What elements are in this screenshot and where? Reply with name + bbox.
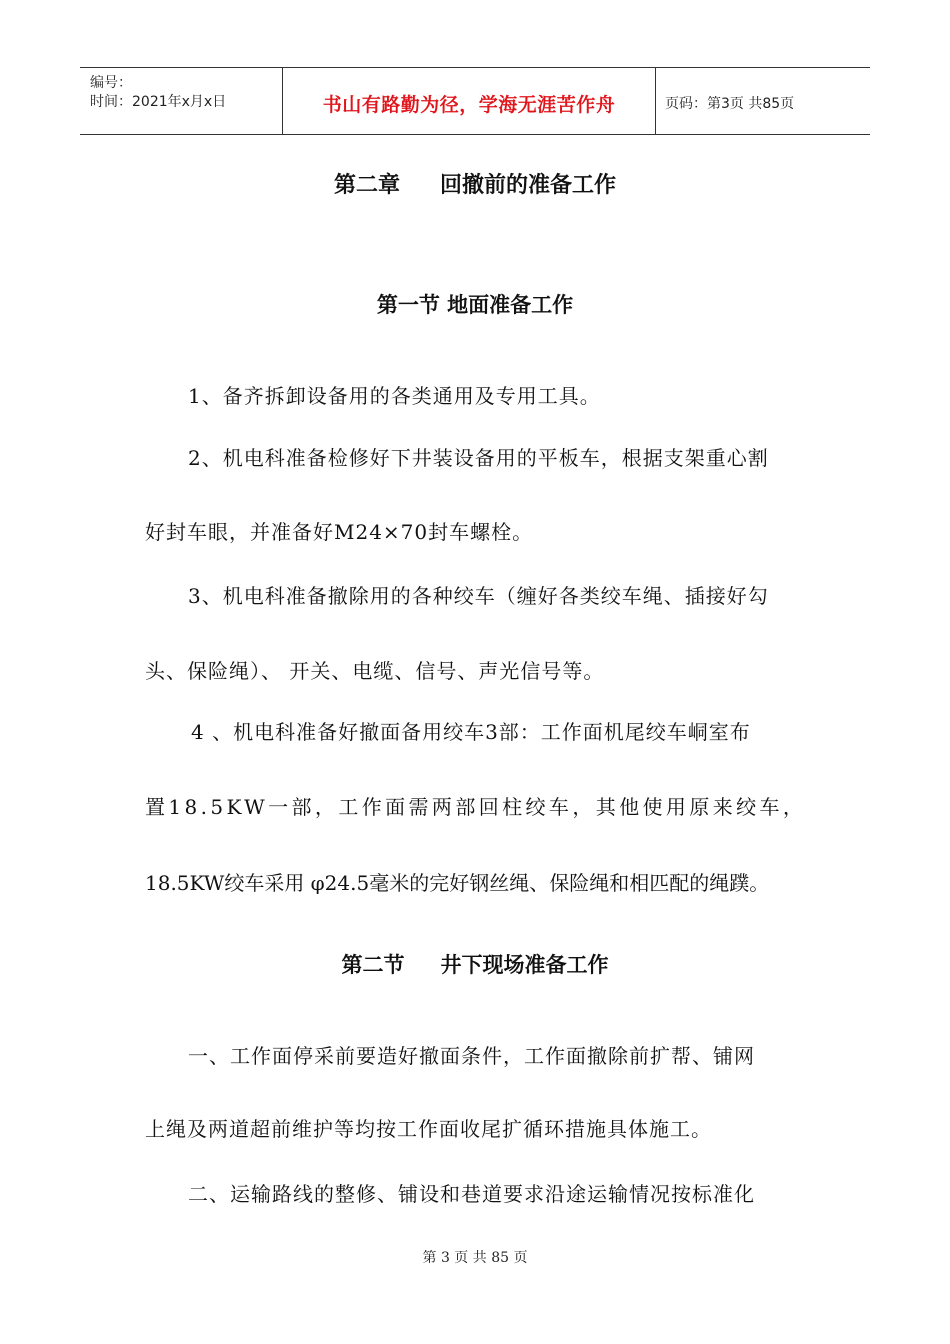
chapter-title <box>0 168 950 199</box>
page-header <box>80 67 870 135</box>
section-1-line-2: 2、机电科准备检修好下井装设备用的平板车，根据支架重心割 <box>188 446 769 470</box>
section-1-line-3: 好封车眼，并准备好M24×70封车螺栓。 <box>145 520 534 544</box>
section-1-line-5: 头、保险绳）、 开关、电缆、信号、声光信号等。 <box>145 659 605 683</box>
document-date: 时间：2021年x月x日 <box>90 94 227 110</box>
section-2-title <box>0 949 950 979</box>
header-divider-right <box>655 68 656 135</box>
document-number-label: 编号： <box>90 75 132 91</box>
section-2-label: 第二节 <box>341 953 405 977</box>
header-motto: 书山有路勤为径，学海无涯苦作舟 <box>322 94 616 116</box>
section-2-line-1: 一、工作面停采前要造好撤面条件，工作面撤除前扩帮、铺网 <box>188 1044 755 1068</box>
section-1-line-4: 3、机电科准备撤除用的各种绞车（缠好各类绞车绳、插接好勾 <box>188 584 769 608</box>
chapter-heading: 回撤前的准备工作 <box>440 173 617 198</box>
section-1-line-8: 18.5KW绞车采用 φ24.5毫米的完好钢丝绳、保险绳和相匹配的绳蹼。 <box>145 871 770 895</box>
section-1-line-6: 4 、机电科准备好撤面备用绞车3部：工作面机尾绞车峒室布 <box>191 720 751 744</box>
section-1-line-7: 置18.5KW一部，工作面需两部回柱绞车，其他使用原来绞车， <box>145 795 807 819</box>
section-1-title: 第一节 地面准备工作 <box>376 293 574 317</box>
chapter-label: 第二章 <box>333 173 400 198</box>
section-2-line-3: 二、运输路线的整修、铺设和巷道要求沿途运输情况按标准化 <box>188 1182 755 1206</box>
page-footer: 第 3 页 共 85 页 <box>422 1250 528 1266</box>
header-meta <box>90 74 226 112</box>
section-2-line-2: 上绳及两道超前维护等均按工作面收尾扩循环措施具体施工。 <box>145 1117 712 1141</box>
section-1-line-1: 1、备齐拆卸设备用的各类通用及专用工具。 <box>188 384 601 408</box>
section-2-heading: 井下现场准备工作 <box>440 953 609 977</box>
header-page-info: 页码：第3页 共85页 <box>665 96 795 112</box>
